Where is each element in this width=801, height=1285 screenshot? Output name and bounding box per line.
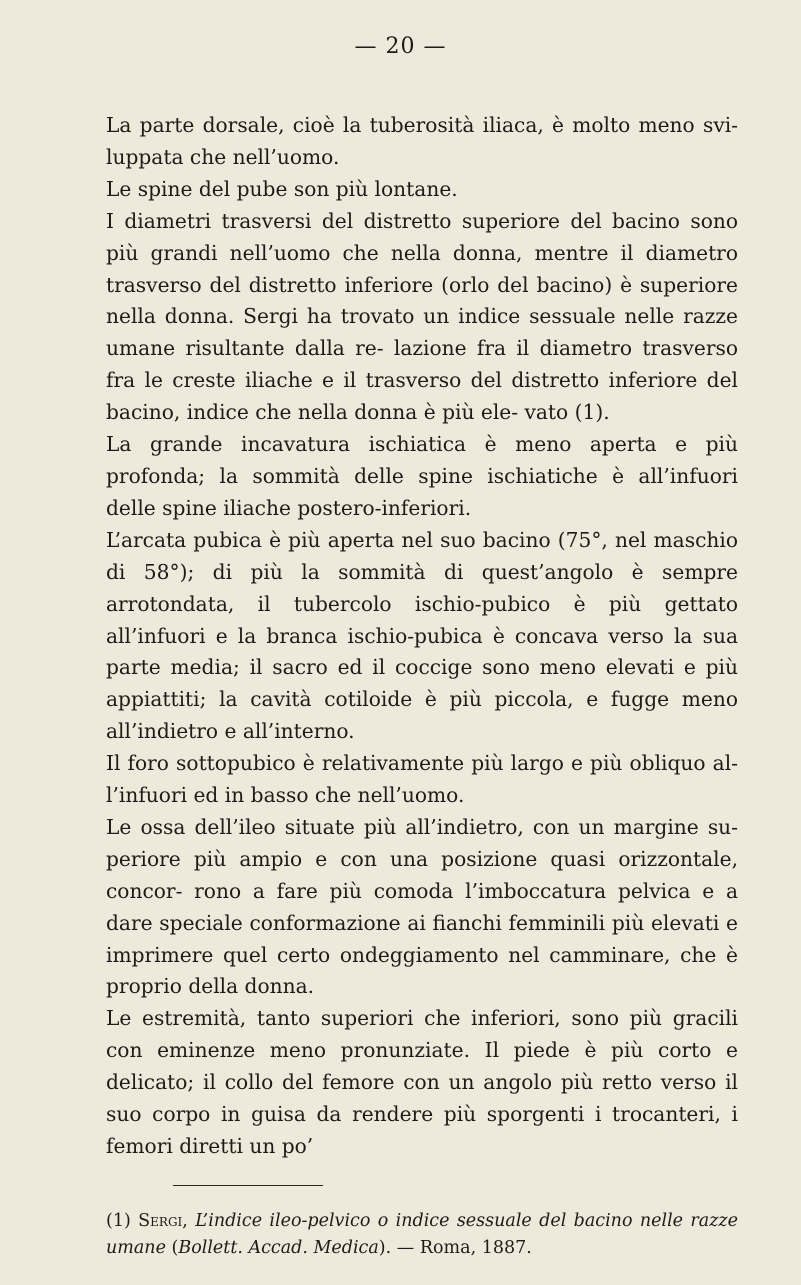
footnote-source-open: ( [171,1238,179,1258]
paragraph: Il foro sottopubico è relativamente più largo e più obliquo al- l’infuori ed in basso che nell’uomo. [106,751,738,808]
paragraph: Le spine del pube son più lontane. [106,176,458,201]
paragraph: La parte dorsale, cioè la tuberosità iliaca, è molto meno svi- luppata che nell’uomo. [106,113,738,169]
paragraph: L’arcata pubica è più aperta nel suo bacino (75°, nel maschio di 58°); di più la sommità di quest’angolo è sempre arrotondata, il tubercolo ischio-pubico è più gettato all’infuori e la branca ischio-pubica è concava verso la sua parte media; il sacro ed il coccige sono meno elevati e più appiattiti; la cavità cotiloide è più piccola, e fugge meno all’indietro e all’interno. [106,527,738,744]
paragraph: I diametri trasversi del distretto superiore del bacino sono più grandi nell’uomo che nella donna, mentre il diametro trasverso del distretto inferiore (orlo del bacino) è superiore nella donna. Sergi ha trovato un indice sessuale nelle razze umane risultante dalla re- lazione fra il diametro trasverso fra le creste iliache e il trasverso del distretto inferiore del bacino, indice che nella donna è più ele- vato (1). [106,208,738,425]
footnote-marker: (1) [106,1211,131,1231]
footnote-divider [173,1185,323,1186]
footnote-source: Bollett. Accad. Medica [178,1238,379,1258]
main-text [106,110,738,1163]
page-number: — 20 — [354,34,447,59]
paragraph: Le ossa dell’ileo situate più all’indietro, con un margine su- periore più ampio e con una posizione quasi orizzontale, concor- rono a fare più comoda l’imboccatura pelvica e a dare speciale conformazione ai fianchi femminili più elevati e imprimere quel certo ondeggiamento nel camminare, che è proprio della donna. [106,814,738,999]
footnote-title: L’indice ileo-pelvico o indice sessuale del bacino nelle razze umane [106,1211,738,1258]
footnote [106,1208,738,1262]
paragraph: Le estremità, tanto superiori che inferiori, sono più gracili con eminenze meno pronunziate. Il piede è più corto e delicato; il collo del femore con un angolo più retto verso il suo corpo in guisa da rendere più sporgenti i trocanteri, i femori diretti un po’ [106,1006,738,1158]
paragraph: La grande incavatura ischiatica è meno aperta e più profonda; la sommità delle spine ischiatiche è all’infuori delle spine iliache postero-inferiori. [106,432,738,520]
footnote-source-close: ). [378,1238,392,1258]
footnote-author: Sergi, [138,1211,188,1231]
footnote-place-year: — Roma, 1887. [396,1238,532,1258]
